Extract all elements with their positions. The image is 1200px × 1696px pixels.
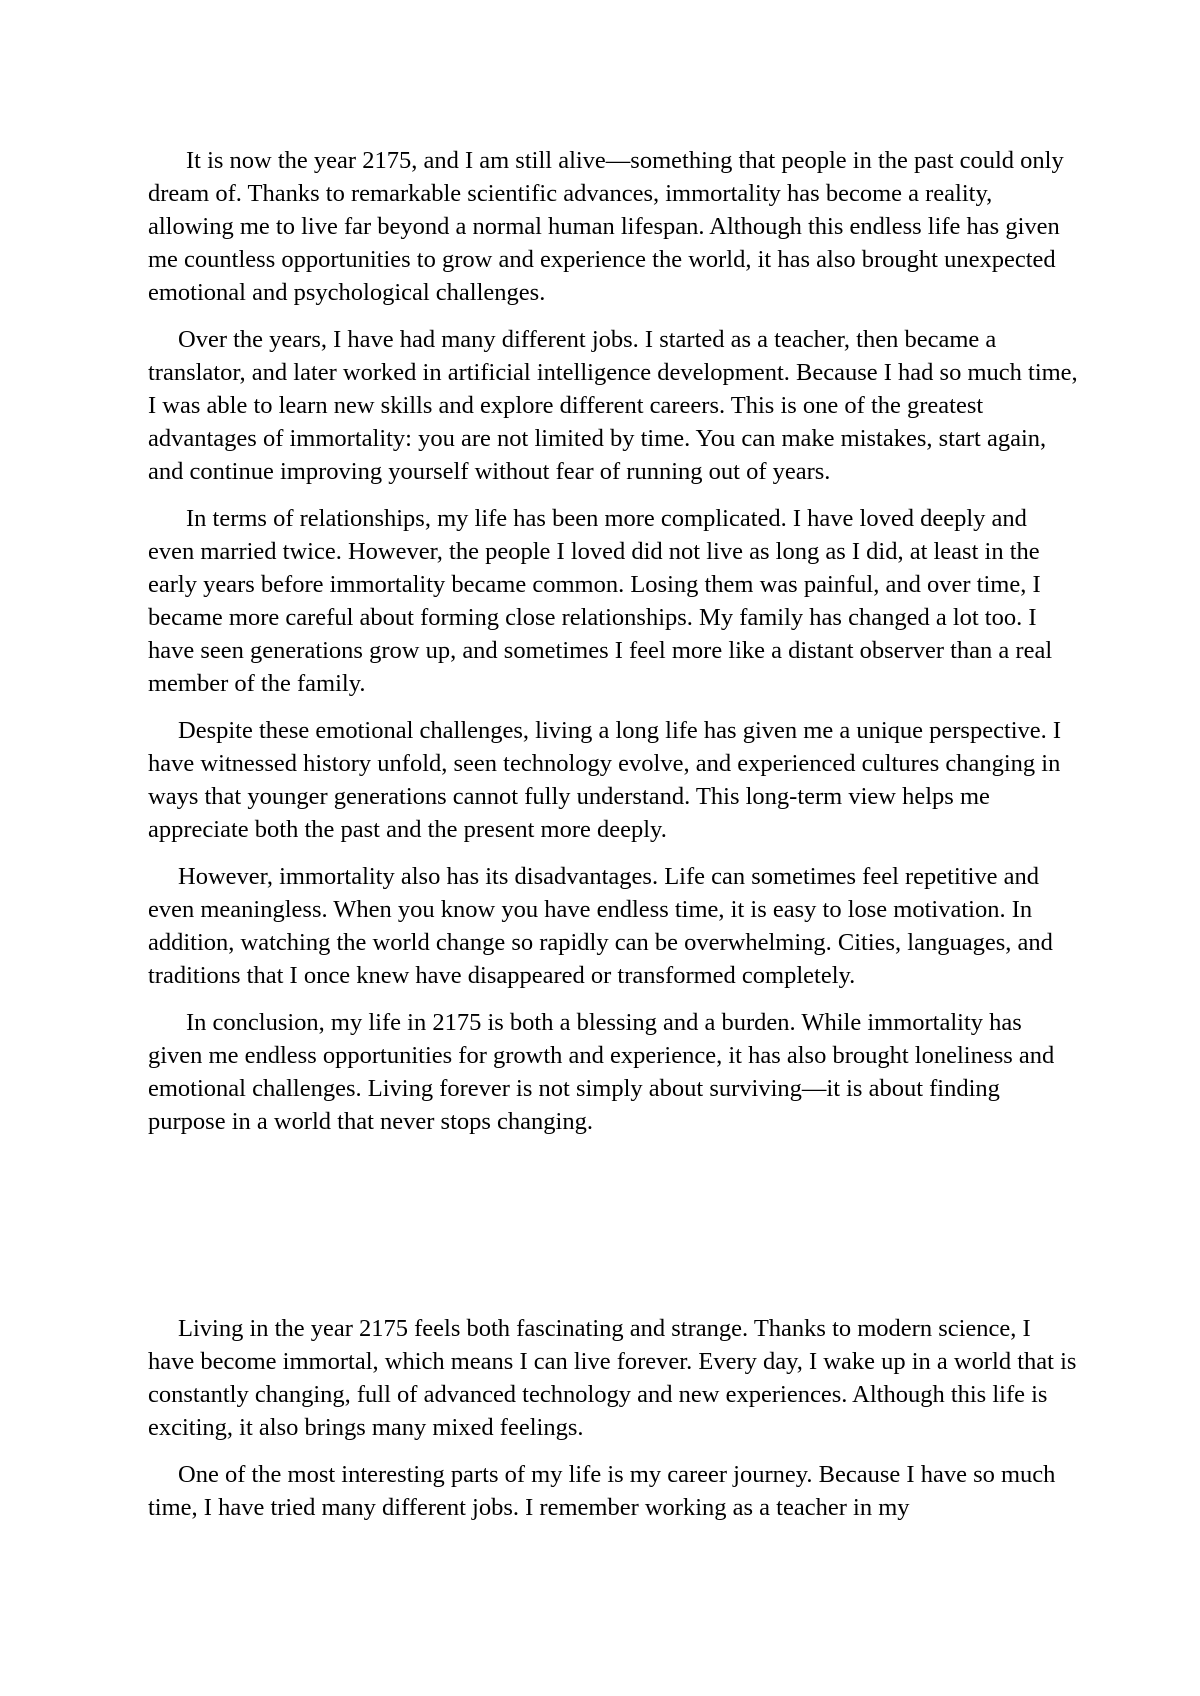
essay-one — [148, 144, 1078, 1152]
paragraph: However, immortality also has its disadvantages. Life can sometimes feel repetitive and even meaningless. When you know you have endless time, it is easy to lose motivation. In addition, watching the world change so rapidly can be overwhelming. Cities, languages, and traditions that I once knew have disappeared or transformed completely. — [148, 863, 1053, 989]
paragraph: In conclusion, my life in 2175 is both a blessing and a burden. While immortality has given me endless opportunities for growth and experience, it has also brought loneliness and emotional challenges. Living forever is not simply about surviving—it is about finding purpose in a world that never stops changing. — [148, 1009, 1055, 1135]
paragraph: Despite these emotional challenges, living a long life has given me a unique perspective. I have witnessed history unfold, seen technology evolve, and experienced cultures changing in ways that younger generations cannot fully understand. This long-term view helps me appreciate both the past and the present more deeply. — [148, 717, 1062, 843]
paragraph: Living in the year 2175 feels both fascinating and strange. Thanks to modern science, I have become immortal, which means I can live forever. Every day, I wake up in a world that is constantly changing, full of advanced technology and new experiences. Although this life is exciting, it also brings many mixed feelings. — [148, 1315, 1077, 1441]
paragraph: In terms of relationships, my life has been more complicated. I have loved deeply and even married twice. However, the people I loved did not live as long as I did, at least in the early years before immortality became common. Losing them was painful, and over time, I became more careful about forming close relationships. My family has changed a lot too. I have seen generations grow up, and sometimes I feel more like a distant observer than a real member of the family. — [148, 505, 1053, 697]
paragraph: One of the most interesting parts of my life is my career journey. Because I have so much time, I have tried many different jobs. I remember working as a teacher in my — [148, 1461, 1056, 1521]
paragraph: Over the years, I have had many different jobs. I started as a teacher, then became a translator, and later worked in artificial intelligence development. Because I had so much time, I was able to learn new skills and explore different careers. This is one of the greatest advantages of immortality: you are not limited by time. You can make mistakes, start again, and continue improving yourself without fear of running out of years. — [148, 326, 1078, 485]
essay-two — [148, 1312, 1078, 1538]
paragraph: It is now the year 2175, and I am still alive—something that people in the past could only dream of. Thanks to remarkable scientific advances, immortality has become a reality, allowing me to live far beyond a normal human lifespan. Although this endless life has given me countless opportunities to grow and experience the world, it has also brought unexpected emotional and psychological challenges. — [148, 147, 1064, 306]
